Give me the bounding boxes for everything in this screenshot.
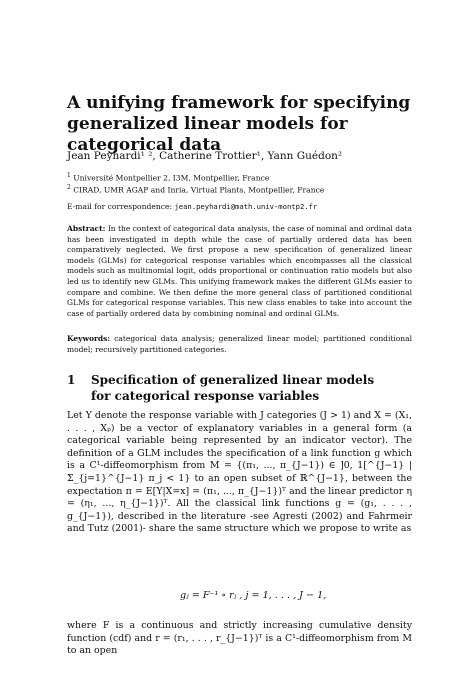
abstract	[67, 224, 412, 319]
section-heading	[67, 372, 412, 404]
author-list: Jean Peyhardi¹ ², Catherine Trottier¹, Yann Guédon²	[67, 150, 343, 162]
email-address: jean.peyhardi@math.univ-montp2.fr	[174, 202, 318, 211]
affiliation-mark: 1	[67, 172, 71, 179]
keywords-label: Keywords:	[67, 334, 111, 343]
keywords	[67, 334, 412, 355]
affiliation-text: Université Montpellier 2, I3M, Montpellier, France	[73, 173, 270, 183]
affiliation-mark: 2	[67, 184, 71, 191]
abstract-label: Abstract:	[67, 224, 106, 233]
correspondence-line	[67, 202, 317, 211]
affiliation-text: CIRAD, UMR AGAP and Inria, Virtual Plants, Montpellier, France	[73, 185, 325, 195]
paper-title: A unifying framework for specifying generalized linear models for categorical data	[67, 93, 411, 155]
keywords-text: categorical data analysis; generalized linear model; partitioned conditional model; recursively partitioned categories.	[67, 334, 412, 354]
section-number: 1	[67, 373, 76, 387]
body-paragraph: Let Y denote the response variable with J categories (J > 1) and X = (X₁, . . . , Xₚ) be a vector of explanatory variables in a general form (a categorical variable being represented by an indicator vector). The definition of a GLM includes the specification of a link function g which is a C¹-diffeomorphism from M = {(π₁, ..., π_{J−1}) ∈ ]0, 1[^{J−1} | Σ_{j=1}^{J−1} π_j < 1} to an open subset of ℝ^{J−1}, between the expectation π = E[Y|X=x] = (π₁, ..., π_{J−1})ᵀ and the linear predictor η = (η₁, ..., η_{J−1})ᵀ. All the classical link functions g = (g₁, . . . , g_{J−1}), described in the literature -see Agresti (2002) and Fahrmeir and Tutz (2001)- share the same structure which we propose to write as	[67, 410, 412, 535]
section-title: Specification of generalized linear models for categorical response variables	[91, 373, 375, 403]
abstract-text: In the context of categorical data analysis, the case of nominal and ordinal data has been investigated in depth while the case of partially ordered data has been comparatively neglected. We first propose a new specification of generalized linear models (GLMs) for categorical response variables which encompasses all the classical models such as multinomial logit, odds proportional or continuation ratio models but also led us to identify new GLMs. This unifying framework makes the different GLMs easier to compare and combine. We then define the more general class of partitioned conditional GLMs for categorical response variables. This new class enables to take into account the case of partially ordered data by combining nominal and ordinal GLMs.	[67, 224, 413, 318]
equation: gⱼ = F⁻¹ ∘ rⱼ , j = 1, . . . , J − 1,	[180, 590, 327, 601]
body-paragraph-2: where F is a continuous and strictly increasing cumulative density function (cdf) and r = (r₁, . . . , r_{J−1})ᵀ is a C¹-diffeomorphism from M to an open	[67, 620, 412, 657]
affiliation-2	[67, 182, 324, 196]
email-label: E-mail for correspondence:	[67, 202, 173, 211]
